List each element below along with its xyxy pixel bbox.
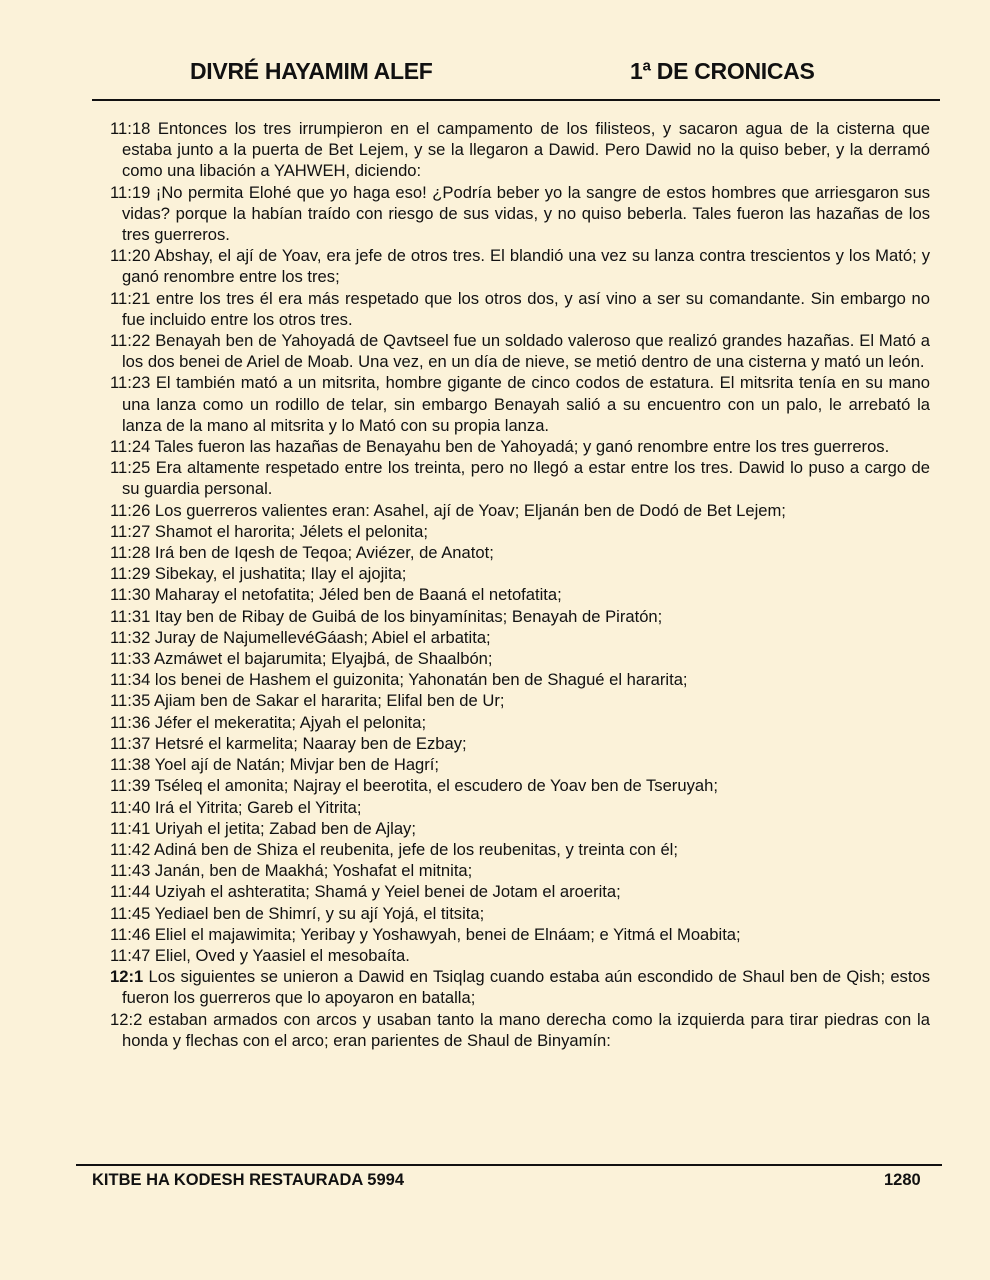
verse-text: entre los tres él era más respetado que los otros dos, y así vino a ser su comandante. Sin embargo no fue incluido entre los otros tres.	[122, 288, 930, 329]
verse-text: Tales fueron las hazañas de Benayahu ben de Yahoyadá; y ganó renombre entre los tres guerreros.	[154, 437, 890, 457]
verse-ref: 11:23	[110, 373, 151, 393]
verse-text: Irá ben de Iqesh de Teqoa; Aviézer, de Anatot;	[154, 543, 494, 563]
verse-11-31	[110, 606, 930, 627]
verse-ref: 11:31	[110, 606, 151, 626]
verse-11-30	[110, 584, 930, 605]
verse-ref: 11:32	[110, 627, 151, 647]
verse-ref: 11:26	[110, 500, 151, 520]
verse-11-26	[110, 500, 930, 521]
verse-11-18	[110, 118, 930, 182]
verse-text: Era altamente respetado entre los treinta, pero no llegó a estar entre los tres. Dawid lo puso a cargo de su guardia personal.	[122, 458, 930, 499]
verse-11-23	[110, 372, 930, 436]
verse-ref: 11:40	[110, 797, 151, 817]
page-header	[92, 58, 940, 92]
verse-11-43	[110, 860, 930, 881]
verse-text: Tséleq el amonita; Najray el beerotita, el escudero de Yoav ben de Tseruyah;	[154, 776, 718, 796]
verse-text: Los siguientes se unieron a Dawid en Tsiqlag cuando estaba aún escondido de Shaul ben de Qish; estos fueron los guerreros que lo apoyaron en batalla;	[122, 967, 930, 1008]
verse-ref: 11:29	[110, 564, 151, 584]
verse-ref: 11:22	[110, 331, 151, 351]
verse-11-32	[110, 627, 930, 648]
verse-text: Eliel el majawimita; Yeribay y Yoshawyah, benei de Elnáam; e Yitmá el Moabita;	[154, 924, 741, 944]
verse-text: ¡No permita Elohé que yo haga eso! ¿Podría beber yo la sangre de estos hombres que arriesgaron sus vidas? porque la habían traído con riesgo de sus vidas, y no quiso beberla. Tales fueron las hazañas de los tres guerreros.	[122, 182, 930, 245]
verse-text: Janán, ben de Maakhá; Yoshafat el mitnita;	[154, 861, 473, 881]
verse-ref: 11:33	[110, 649, 151, 669]
verse-11-21	[110, 288, 930, 330]
verse-list	[110, 118, 930, 1051]
footer-divider	[76, 1164, 942, 1166]
verse-text: Uziyah el ashteratita; Shamá y Yeiel benei de Jotam el aroerita;	[154, 882, 621, 902]
verse-ref: 11:19	[110, 182, 151, 202]
verse-ref: 11:41	[110, 818, 151, 838]
verse-ref: 11:36	[110, 712, 151, 732]
header-left-title: DIVRÉ HAYAMIM ALEF	[190, 58, 433, 84]
verse-text: Maharay el netofatita; Jéled ben de Baaná el netofatita;	[154, 585, 562, 605]
verse-text: Los guerreros valientes eran: Asahel, ají de Yoav; Eljanán ben de Dodó de Bet Lejem;	[154, 500, 786, 520]
verse-text: estaban armados con arcos y usaban tanto la mano derecha como la izquierda para tirar piedras con la honda y flechas con el arco; eran parientes de Shaul de Binyamín:	[122, 1009, 930, 1050]
verse-text: Juray de NajumellevéGáash; Abiel el arbatita;	[154, 627, 491, 647]
verse-text: Uriyah el jetita; Zabad ben de Ajlay;	[154, 818, 416, 838]
verse-11-44	[110, 881, 930, 902]
verse-11-47	[110, 945, 930, 966]
verse-11-37	[110, 733, 930, 754]
verse-text: Ajiam ben de Sakar el hararita; Elifal ben de Ur;	[154, 691, 505, 711]
verse-ref: 11:28	[110, 543, 151, 563]
verse-text: Entonces los tres irrumpieron en el campamento de los filisteos, y sacaron agua de la cisterna que estaba junto a la puerta de Bet Lejem, y se la llegaron a Dawid. Pero Dawid no la quiso beber, y la derramó como una libación a YAHWEH, diciendo:	[122, 119, 930, 181]
verse-text: El también mató a un mitsrita, hombre gigante de cinco codos de estatura. El mitsrita tenía en su mano una lanza como un rodillo de telar, sin embargo Benayah salió a su encuentro con un palo, le arrebató la lanza de la mano al mitsrita y lo Mató con su propia lanza.	[122, 373, 930, 435]
verse-11-36	[110, 712, 930, 733]
verse-11-40	[110, 797, 930, 818]
verse-ref: 11:38	[110, 755, 151, 775]
verse-11-29	[110, 563, 930, 584]
verse-ref: 11:21	[110, 288, 151, 308]
verse-11-39	[110, 775, 930, 796]
verse-ref: 11:39	[110, 776, 151, 796]
verse-12-1	[110, 966, 930, 1008]
verse-11-24	[110, 436, 930, 457]
verse-text: Shamot el harorita; Jélets el pelonita;	[154, 521, 428, 541]
verse-ref: 11:42	[110, 839, 151, 859]
verse-ref: 11:47	[110, 945, 151, 965]
page-number: 1280	[884, 1171, 921, 1189]
verse-11-34	[110, 669, 930, 690]
verse-ref: 11:35	[110, 691, 151, 711]
verse-ref: 12:1	[110, 967, 144, 987]
verse-11-38	[110, 754, 930, 775]
verse-ref: 11:37	[110, 733, 151, 753]
verse-text: Yediael ben de Shimrí, y su ají Yojá, el titsita;	[154, 903, 485, 923]
header-right-title: 1ª DE CRONICAS	[630, 58, 815, 84]
footer-title: KITBE HA KODESH RESTAURADA 5994	[92, 1171, 405, 1189]
verse-text: Sibekay, el jushatita; Ilay el ajojita;	[154, 564, 407, 584]
header-divider	[92, 99, 940, 101]
verse-11-41	[110, 818, 930, 839]
verse-ref: 11:44	[110, 882, 151, 902]
verse-text: Eliel, Oved y Yaasiel el mesobaíta.	[154, 945, 410, 965]
verse-text: Yoel ají de Natán; Mivjar ben de Hagrí;	[154, 755, 440, 775]
verse-12-2	[110, 1009, 930, 1051]
verse-ref: 11:25	[110, 458, 151, 478]
verse-ref: 11:46	[110, 924, 151, 944]
verse-11-45	[110, 903, 930, 924]
verse-ref: 11:18	[110, 119, 151, 138]
verse-11-19	[110, 182, 930, 246]
verse-ref: 11:20	[110, 246, 151, 266]
verse-ref: 11:24	[110, 437, 151, 457]
verse-11-46	[110, 924, 930, 945]
verse-text: Hetsré el karmelita; Naaray ben de Ezbay;	[154, 733, 467, 753]
verse-11-35	[110, 690, 930, 711]
verse-text: Jéfer el mekeratita; Ajyah el pelonita;	[154, 712, 427, 732]
verse-11-27	[110, 521, 930, 542]
verse-text: Azmáwet el bajarumita; Elyajbá, de Shaalbón;	[154, 649, 493, 669]
verse-ref: 11:43	[110, 861, 151, 881]
verse-11-22	[110, 330, 930, 372]
verse-11-25	[110, 457, 930, 499]
verse-11-28	[110, 542, 930, 563]
verse-text: Itay ben de Ribay de Guibá de los binyamínitas; Benayah de Piratón;	[154, 606, 663, 626]
verse-ref: 11:27	[110, 521, 151, 541]
verse-ref: 11:45	[110, 903, 151, 923]
verse-ref: 11:30	[110, 585, 151, 605]
verse-text: Adiná ben de Shiza el reubenita, jefe de los reubenitas, y treinta con él;	[154, 839, 678, 859]
verse-text: los benei de Hashem el guizonita; Yahonatán ben de Shagué el hararita;	[154, 670, 688, 690]
verse-11-33	[110, 648, 930, 669]
verse-text: Abshay, el ají de Yoav, era jefe de otros tres. El blandió una vez su lanza contra trescientos y los Mató; y ganó renombre entre los tres;	[122, 246, 931, 287]
verse-text: Irá el Yitrita; Gareb el Yitrita;	[154, 797, 362, 817]
verse-ref: 12:2	[110, 1009, 143, 1029]
verse-text: Benayah ben de Yahoyadá de Qavtseel fue un soldado valeroso que realizó grandes hazañas. El Mató a los dos benei de Ariel de Moab. Una vez, en un día de nieve, se metió dentro de una cisterna y mató un león.	[122, 331, 930, 372]
verse-11-42	[110, 839, 930, 860]
verse-11-20	[110, 245, 930, 287]
verse-ref: 11:34	[110, 670, 151, 690]
